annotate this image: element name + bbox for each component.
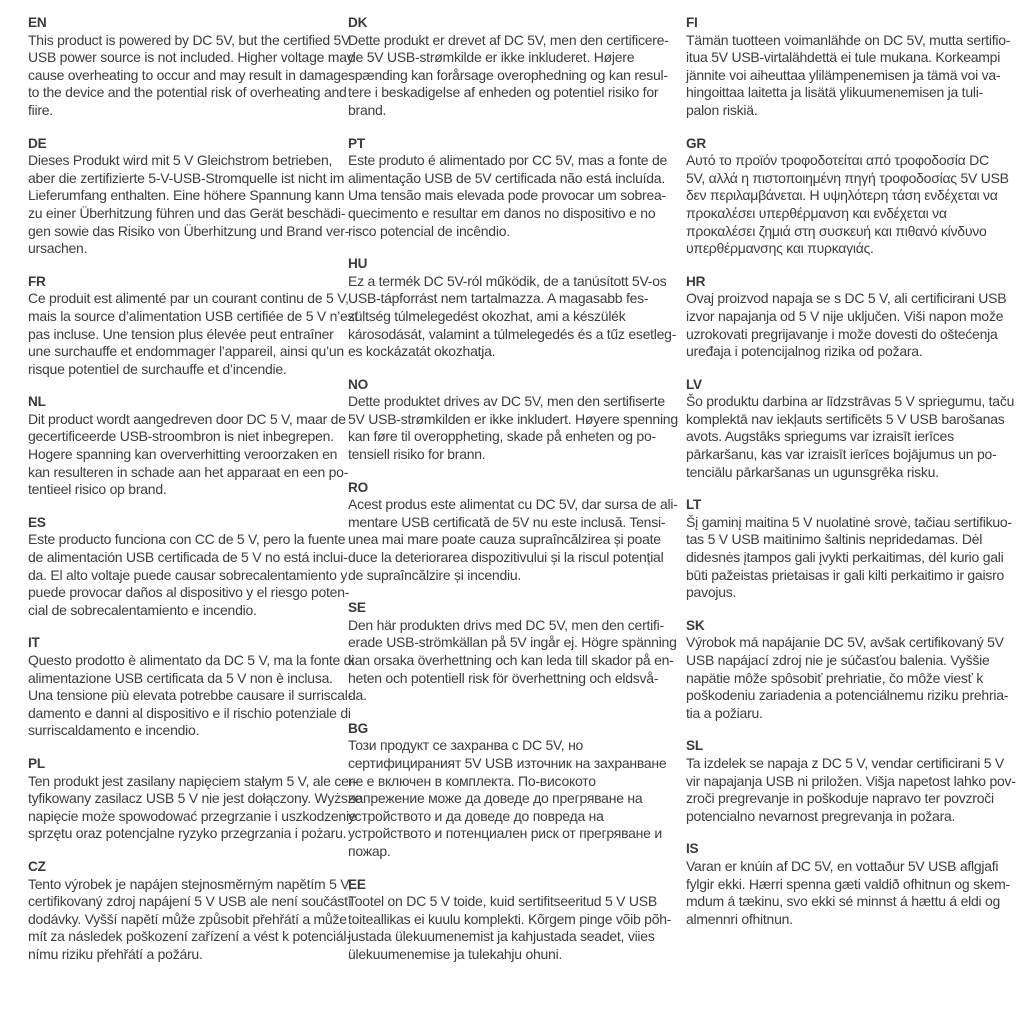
notice-text-line: gecertificeerde USB-stroombron is niet inbegrepen.	[28, 428, 334, 445]
language-section-SL	[686, 737, 1016, 825]
notice-text-line: ursachen.	[28, 240, 88, 257]
notice-text-line: kan føre til overoppheting, skade på enheten og po-	[348, 428, 656, 445]
notice-text-line: fiire.	[28, 101, 53, 118]
notice-text-line: mentare USB certificată de 5V nu este inclusă. Tensi-	[348, 513, 666, 530]
notice-text-line: izvor napajanja od 5 V nije uključen. Viši napon može	[686, 307, 1004, 324]
notice-text-line: napätie môže spôsobiť prehriatie, čo môže viesť k	[686, 669, 984, 686]
notice-text-line: vir napajanja USB ni priložen. Višja napetost lahko pov-	[686, 772, 1016, 789]
notice-text-line: Den här produkten drivs med DC 5V, men den certifi-	[348, 616, 664, 633]
notice-text-line: tenciālu pārkaršanas un ugunsgrēka risku.	[686, 463, 939, 480]
language-section-RO	[348, 479, 678, 585]
notice-text-line: puede provocar daños al dispositivo y el riesgo poten-	[28, 584, 350, 601]
notice-text-line: Dette produkt er drevet af DC 5V, men den certificere-	[348, 31, 669, 48]
language-section-IT	[28, 634, 355, 740]
notice-text-line: напрежение може да доведе до прегряване на	[348, 790, 643, 807]
notice-text-line: mdum á tækinu, svo ekki sé minnst á hættu á eldi og	[686, 893, 1001, 910]
notice-text-line: tentieel risico op brand.	[28, 481, 167, 498]
language-code-label: PL	[28, 755, 45, 771]
language-code-label: LV	[686, 376, 702, 392]
notice-text-line: ülekuumenemise ja tulekahju ohuni.	[348, 945, 563, 962]
notice-text-line: da. El alto voltaje puede causar sobrecalentamiento y	[28, 566, 348, 583]
notice-text-line: pas incluse. Une tension plus élevée peut entraîner	[28, 325, 334, 342]
notice-text-line: Dit product wordt aangedreven door DC 5 V, maar de	[28, 410, 346, 427]
language-section-LV	[686, 376, 1015, 482]
notice-text-line: Una tensione più elevata potrebbe causare il surriscal-	[28, 687, 352, 704]
language-section-PT	[348, 135, 668, 241]
notice-text-line: устройството и да доведе до повреда на	[348, 807, 604, 824]
notice-text-line: Tento výrobek je napájen stejnosměrným napětím 5 V,	[28, 875, 352, 892]
notice-text-line: не е включен в комплекта. По-високото	[348, 772, 596, 789]
notice-text-line: пожар.	[348, 842, 391, 859]
notice-text-line: da.	[348, 687, 367, 704]
language-code-label: RO	[348, 479, 368, 495]
notice-text-line: Šo produktu darbina ar līdzstrāvas 5 V spriegumu, taču	[686, 393, 1015, 410]
language-section-DE	[28, 135, 350, 258]
language-section-SK	[686, 617, 1010, 723]
notice-text-line: Tootel on DC 5 V toide, kuid sertifitseeritud 5 V USB	[348, 893, 657, 910]
language-code-label: DK	[348, 15, 368, 30]
notice-text-line: une surchauffe et endommager l’appareil, ainsi qu’un	[28, 343, 344, 360]
notice-text-line: gen sowie das Risiko von Überhitzung und Brand ver-	[28, 222, 350, 239]
language-section-NL	[28, 393, 349, 499]
notice-text-line: tensiell risiko for brann.	[348, 446, 486, 463]
notice-text-line: to the device and the potential risk of overheating and	[28, 84, 347, 101]
language-code-label: EN	[28, 15, 47, 30]
notice-text-line: Ez a termék DC 5V-ról működik, de a tanúsított 5V-os	[348, 272, 667, 289]
notice-text-line: USB napájací zdroj nie je súčasťou balenia. Vyššie	[686, 652, 990, 668]
language-section-NO	[348, 376, 678, 464]
language-code-label: NO	[348, 376, 368, 392]
notice-text-line: Acest produs este alimentat cu DC 5V, dar sursa de ali-	[348, 496, 678, 513]
language-column-3	[686, 14, 1016, 943]
notice-text-line: USB power source is not included. Higher voltage may	[28, 49, 354, 66]
notice-text-line: cause overheating to occur and may result in damage	[28, 66, 349, 83]
language-code-label: EE	[348, 876, 366, 892]
language-section-FR	[28, 273, 358, 379]
language-section-BG	[348, 720, 667, 861]
notice-text-line: tia a požiaru.	[686, 704, 763, 721]
notice-text-line: zroči pregrevanje in poškoduje napravo ter povzroči	[686, 790, 994, 807]
language-code-label: IT	[28, 635, 40, 651]
notice-text-line: δεν περιλαμβάνεται. Η υψηλότερη τάση ενδέχεται να	[686, 187, 998, 204]
notice-text-line: Este produto é alimentado por CC 5V, mas a fonte de	[348, 152, 668, 169]
notice-text-line: es kockázatát okozhatja.	[348, 343, 496, 360]
language-code-label: SL	[686, 738, 703, 754]
language-code-label: FI	[686, 15, 698, 30]
notice-text-line: Ovaj proizvod napaja se s DC 5 V, ali certificirani USB	[686, 290, 1007, 307]
notice-text-line: certifikovaný zdroj napájení 5 V USB ale není součástí	[28, 893, 352, 910]
language-code-label: NL	[28, 394, 46, 410]
notice-text-line: Αυτό το προϊόν τροφοδοτείται από τροφοδοσία DC	[686, 152, 989, 169]
notice-text-line: napięcie może spowodować przegrzanie i uszkodzenie	[28, 807, 357, 824]
language-column-2	[348, 14, 678, 979]
notice-text-line: Ce produit est alimenté par un courant continu de 5 V,	[28, 290, 349, 307]
notice-text-line: mít za následek poškození zařízení a vést k potenciál-	[28, 928, 351, 945]
notice-text-line: 5V, αλλά η πιστοποιημένη πηγή τροφοδοσίας 5V USB	[686, 169, 1009, 186]
notice-text-line: quecimento e resultar em danos no dispositivo e no	[348, 204, 656, 221]
notice-text-line: duce la deteriorarea dispozitivului și la riscul potențial	[348, 549, 664, 566]
notice-text-line: būti pažeistas prietaisas ir gali kilti perkaitimo ir gaisro	[686, 566, 1005, 583]
notice-text-line: tere i beskadigelse af enheden og potentiel risiko for	[348, 84, 659, 101]
notice-text-line: zu einer Überhitzung führen und das Gerät beschädi-	[28, 204, 346, 221]
notice-text-line: poškodeniu zariadenia a potenciálnemu riziku prehria-	[686, 687, 1009, 704]
notice-text-line: kan orsaka överhettning och kan leda till skador på en-	[348, 652, 674, 668]
notice-text-line: Varan er knúin af DC 5V, en vottaður 5V USB aflgjafi	[686, 857, 999, 874]
language-code-label: HR	[686, 273, 706, 289]
notice-text-line: spænding kan forårsage overophedning og kan resul-	[348, 66, 668, 83]
notice-text-line: komplektā nav iekļauts sertificēts 5 V USB barošanas	[686, 410, 1005, 427]
language-code-label: PT	[348, 135, 365, 151]
notice-text-line: Výrobok má napájanie DC 5V, avšak certifikovaný 5V	[686, 634, 1004, 651]
language-section-CZ	[28, 858, 352, 964]
notice-text-line: itua 5V USB-virtalähdettä ei tule mukana. Korkeampi	[686, 49, 1001, 66]
notice-text-line: alimentação USB de 5V certificada não está incluída.	[348, 169, 665, 186]
notice-text-line: Este producto funciona con CC de 5 V, pero la fuente	[28, 531, 346, 548]
language-code-label: CZ	[28, 858, 46, 874]
language-code-label: LT	[686, 497, 702, 513]
notice-text-line: dodávky. Vyšší napětí může způsobit přehřátí a může	[28, 910, 347, 927]
notice-text-line: Questo prodotto è alimentato da DC 5 V, ma la fonte di	[28, 652, 355, 668]
notice-text-line: hingoittaa laitetta ja lisätä ylikuumenemisen ja tuli-	[686, 84, 983, 101]
notice-text-line: προκαλέσει υπερθέρμανση και ενδέχεται να	[686, 204, 947, 221]
notice-text-line: almennri ofhitnun.	[686, 910, 793, 927]
notice-text-line: alimentazione USB certificata da 5 V non è inclusa.	[28, 669, 333, 686]
notice-text-line: pavojus.	[686, 584, 737, 601]
notice-text-line: Dieses Produkt wird mit 5 V Gleichstrom betrieben,	[28, 152, 333, 169]
notice-text-line: károsodását, valamint a túlmelegedés és a tűz esetleg-	[348, 325, 677, 342]
language-code-label: ES	[28, 514, 46, 530]
language-code-label: IS	[686, 841, 699, 857]
notice-text-line: brand.	[348, 101, 387, 118]
notice-text-line: damento e danni al dispositivo e il rischio potenziale di	[28, 704, 351, 721]
notice-text-line: potencialno nevarnost pregrevanja in požara.	[686, 807, 956, 824]
notice-text-line: Šį gaminį maitina 5 V nuolatinė srovė, tačiau sertifikuo-	[686, 513, 1012, 530]
notice-text-line: aber die zertifizierte 5-V-USB-Stromquelle ist nicht im	[28, 169, 345, 186]
language-code-label: SE	[348, 600, 366, 616]
notice-text-line: didesnės įtampos gali įvykti perkaitimas, dėl kurio gali	[686, 549, 1004, 566]
language-section-EN	[28, 14, 354, 120]
notice-text-line: zültség túlmelegedést okozhat, ami a készülék	[348, 307, 626, 324]
notice-text-line: justada ülekuumenemist ja kahjustada seadet, viies	[348, 928, 655, 945]
notice-text-line: toiteallikas ei kuulu komplekti. Kõrgem pinge võib põh-	[348, 910, 672, 927]
notice-text-line: nímu riziku přehřátí a požáru.	[28, 945, 203, 962]
notice-text-line: Dette produktet drives av DC 5V, men den sertifiserte	[348, 393, 665, 410]
language-code-label: DE	[28, 135, 47, 151]
notice-text-line: fylgir ekki. Hærri spenna gæti valdið ofhitnun og skem-	[686, 875, 1010, 892]
notice-text-line: erade USB-strömkällan på 5V ingår ej. Högre spänning	[348, 634, 677, 651]
notice-text-line: risco potencial de incêndio.	[348, 222, 510, 239]
notice-text-line: de alimentación USB certificada de 5 V no está inclui-	[28, 549, 348, 566]
notice-text-line: surriscaldamento e incendio.	[28, 722, 200, 739]
notice-text-line: uređaja i potencijalnog rizika od požara.	[686, 343, 923, 360]
notice-text-line: устройството и потенциален риск от прегряване и	[348, 825, 662, 842]
language-section-FI	[686, 14, 1010, 120]
notice-text-line: uzrokovati pregrijavanje i može dovesti do oštećenja	[686, 325, 998, 342]
notice-text-line: tas 5 V USB maitinimo šaltinis nepridedamas. Dėl	[686, 531, 983, 548]
notice-text-line: sprzętu oraz potencjalne ryzyko przegrzania i pożaru.	[28, 825, 347, 842]
notice-text-line: сертифицираният 5V USB източник на захранване	[348, 754, 667, 771]
notice-text-line: cial de sobrecalentamiento e incendio.	[28, 601, 257, 618]
notice-text-line: avots. Augstāks spriegums var izraisīt ierīces	[686, 428, 954, 445]
notice-text-line: προκαλέσει ζημιά στη συσκευή και πιθανό κίνδυνο	[686, 222, 987, 239]
notice-text-line: risque potentiel de surchauffe et d’incendie.	[28, 360, 287, 377]
notice-text-line: 5V USB-strømkilden er ikke inkludert. Høyere spenning	[348, 410, 678, 427]
notice-text-line: palon riskiä.	[686, 101, 758, 118]
notice-text-line: This product is powered by DC 5V, but the certified 5V	[28, 31, 351, 48]
notice-text-line: tyfikowany zasilacz USB 5 V nie jest dołączony. Wyższe	[28, 790, 362, 807]
language-section-IS	[686, 840, 1010, 928]
notice-text-line: Tämän tuotteen voimanlähde on DC 5V, mutta sertifio-	[686, 31, 1011, 48]
notice-text-line: Ten produkt jest zasilany napięciem stałym 5 V, ale cer-	[28, 772, 358, 789]
notice-text-line: Ta izdelek se napaja z DC 5 V, vendar certificirani 5 V	[686, 754, 1005, 771]
language-section-GR	[686, 135, 1010, 258]
language-section-SE	[348, 599, 677, 705]
notice-text-line: Hogere spanning kan oververhitting veroorzaken en	[28, 446, 338, 463]
language-section-LT	[686, 496, 1010, 602]
notice-text-line: de supraîncălzire și incendiu.	[348, 566, 522, 583]
notice-text-line: υπερθέρμανσης και πυρκαγιάς.	[686, 240, 874, 257]
notice-text-line: Lieferumfang enthalten. Eine höhere Spannung kann	[28, 187, 345, 204]
language-code-label: FR	[28, 273, 46, 289]
language-code-label: GR	[686, 135, 706, 151]
language-section-DK	[348, 14, 669, 120]
language-section-PL	[28, 755, 362, 843]
notice-text-line: USB-tápforrást nem tartalmazza. A magasabb fes-	[348, 290, 649, 307]
language-code-label: HU	[348, 256, 368, 272]
language-code-label: SK	[686, 617, 705, 633]
language-section-ES	[28, 514, 350, 620]
language-section-EE	[348, 876, 672, 964]
notice-text-line: de 5V USB-strømkilde er ikke inkluderet. Højere	[348, 49, 635, 66]
language-code-label: BG	[348, 720, 368, 736]
notice-text-line: unea mai mare poate cauza supraîncălzirea și poate	[348, 531, 661, 548]
notice-text-line: Uma tensão mais elevada pode provocar um sobrea-	[348, 187, 666, 204]
notice-text-line: jännite voi aiheuttaa ylilämpenemisen ja tämä voi va-	[686, 66, 1001, 83]
language-section-HR	[686, 273, 1010, 361]
notice-text-line: Този продукт се захранва с DC 5V, но	[348, 737, 584, 754]
notice-text-line: kan resulteren in schade aan het apparaat en een po-	[28, 463, 349, 480]
notice-text-line: heten och potentiell risk för överhettning och eldsvå-	[348, 669, 659, 686]
notice-text-line: pārkaršanu, kas var izraisīt ierīces bojājumus un po-	[686, 446, 997, 463]
notice-text-line: mais la source d’alimentation USB certifiée de 5 V n’est	[28, 307, 358, 324]
language-section-HU	[348, 255, 677, 361]
